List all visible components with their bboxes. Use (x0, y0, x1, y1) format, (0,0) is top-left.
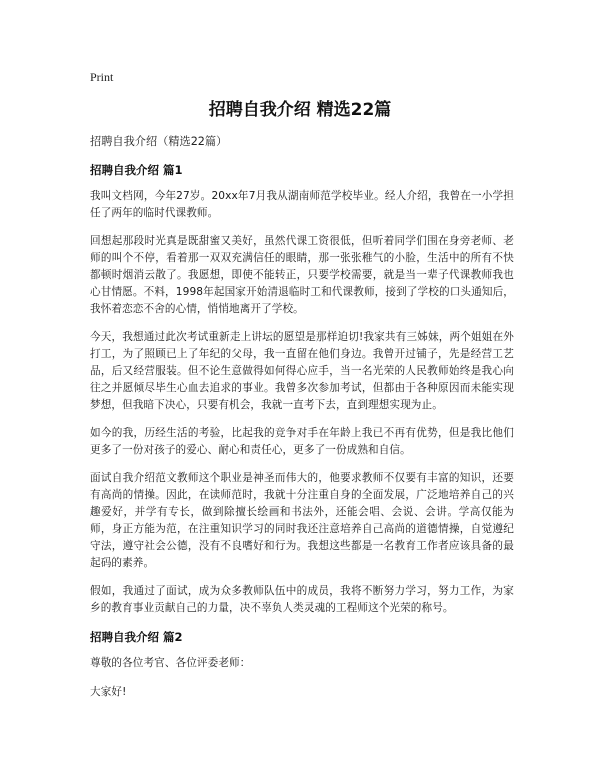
page-title: 招聘自我介绍 精选22篇 (208, 100, 392, 120)
paragraph: 尊敬的各位考官、各位评委老师： (90, 657, 251, 669)
section-2 (90, 628, 514, 701)
print-label[interactable]: Print (90, 70, 114, 84)
paragraph: 如今的我，历经生活的考验，比起我的竞争对手在年龄上我已不再有优势，但是我比他们更多了一份对孩子的爱心、耐心和责任心，更多了一份成熟和自信。 (90, 427, 514, 456)
document-subtitle: 招聘自我介绍（精选22篇） (90, 135, 228, 148)
paragraph: 假如，我通过了面试，成为众多教师队伍中的成员，我将不断努力学习，努力工作，为家乡的教育事业贡献自己的力量，决不辜负人类灵魂的工程师这个光荣的称号。 (90, 585, 514, 614)
paragraph: 今天，我想通过此次考试重新走上讲坛的愿望是那样迫切!我家共有三姊妹，两个姐姐在外打工，为了照顾已上了年纪的父母，我一直留在他们身边。我曾开过铺子，先是经营工艺品，后又经营服装。但不论生意做得如何得心应手，当一名光荣的人民教师始终是我心向往之并愿倾尽毕生心血去追求的事业。我曾多次参加考试，但都由于各种原因而未能实现梦想，但我暗下决心，只要有机会，我就一直考下去，直到理想实现为止。 (90, 331, 514, 411)
paragraph: 回想起那段时光真是既甜蜜又美好，虽然代课工资很低，但听着同学们围在身旁老师、老师的叫个不停，看着那一双双充满信任的眼睛，那一张张稚气的小脸，生活中的所有不快都顿时烟消云散了。我愿想，即使不能转正，只要学校需要，就是当一辈子代课教师我也心甘情愿。不料，1998年起国家开始清退临时工和代课教师，接到了学校的口头通知后，我怀着恋恋不舍的心情，悄悄地离开了学校。 (90, 235, 514, 315)
section-heading: 招聘自我介绍 篇1 (90, 163, 183, 177)
section-heading: 招聘自我介绍 篇2 (90, 630, 183, 644)
section-1 (90, 161, 514, 617)
paragraph: 我叫文档网，今年27岁。20xx年7月我从湖南师范学校毕业。经人介绍，我曾在一小学担任了两年的临时代课教师。 (90, 190, 514, 219)
paragraph: 面试自我介绍范文教师这个职业是神圣而伟大的，他要求教师不仅要有丰富的知识，还要有高尚的情操。因此，在读师范时，我就十分注重自身的全面发展，广泛地培养自己的兴趣爱好，并学有专长，做到除擅长绘画和书法外，还能会唱、会说、会讲。学高仅能为师，身正方能为范，在注重知识学习的同时我还注意培养自己高尚的道德情操，自觉遵纪守法，遵守社会公德，没有不良嗜好和行为。我想这些都是一名教育工作者应该具备的最起码的素养。 (90, 472, 514, 569)
document-body (90, 133, 514, 713)
paragraph: 大家好! (90, 686, 127, 698)
